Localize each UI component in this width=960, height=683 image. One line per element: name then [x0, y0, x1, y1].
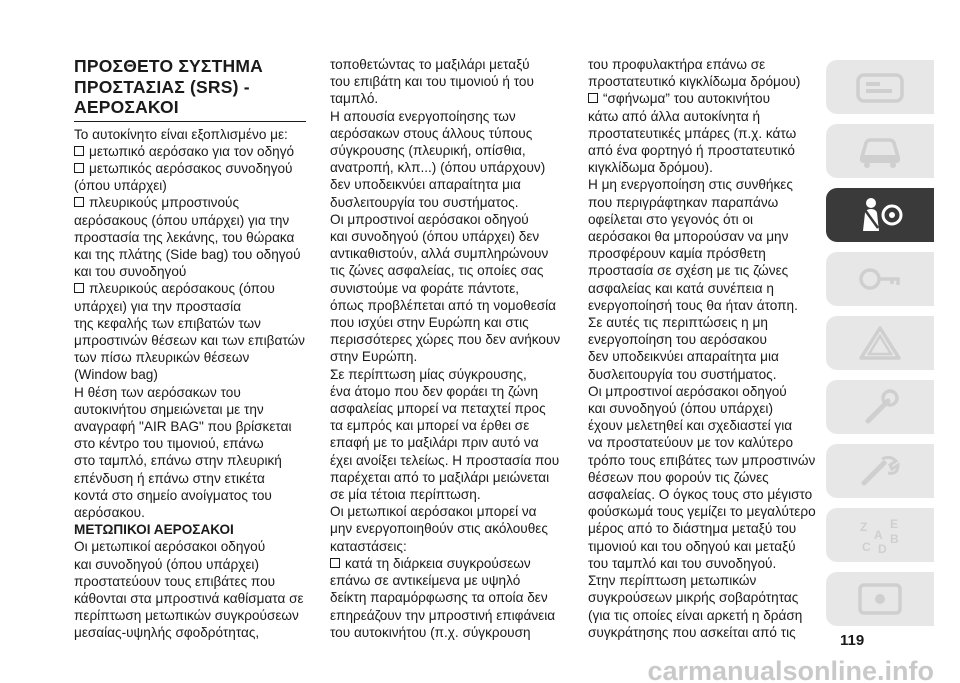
bullet-text: κιγκλίδωμα δρόμου). [588, 160, 713, 176]
letter-d: D [878, 542, 887, 555]
bullet-item-continuation [588, 125, 820, 142]
section-title-line: ΑΕΡΟΣΑΚΟΙ [74, 97, 179, 117]
bullet-item-continuation [588, 159, 820, 176]
text-line: αερόσακων στους άλλους τύπους [330, 125, 533, 141]
text-line: και συνοδηγού (όπου υπάρχει) [588, 401, 773, 417]
bullet-item-continuation [330, 572, 568, 589]
text-line: προστατεύουν τους επιβάτες που [74, 573, 276, 589]
text-line: ανατροπή, κλπ...) (όπου υπάρχουν) [330, 160, 546, 176]
section-title [74, 56, 306, 122]
tab-safety[interactable] [826, 188, 934, 242]
text-line: ασφαλείας και κατά συνέπεια η [588, 280, 774, 296]
letter-c: C [862, 540, 871, 554]
section-title-line: ΠΡΟΣΤΑΣΙΑΣ (SRS) - [74, 76, 250, 97]
text-line: Η θέση των αερόσακων του [74, 384, 241, 400]
text-line: μην ενεργοποιηθούν στις ακόλουθες [330, 521, 548, 537]
text-line: να προστατεύουν με τον καλύτερο [588, 435, 794, 451]
text-line: Οι μπροστινοί αερόσακοι οδηγού [330, 211, 529, 227]
text-line: συγκράτησης που ασκείται από τις [588, 624, 796, 640]
text-line: σύγκρουσης (πλευρική, οπίσθια, [330, 143, 526, 159]
text-column-2 [330, 56, 568, 641]
tab-servicing[interactable] [826, 380, 934, 434]
text-line: δυσλειτουργία του συστήματος. [588, 366, 777, 382]
watermark: carmanualsonline.info [0, 660, 960, 683]
letter-b: B [890, 532, 899, 546]
text-line: επένδυση ή επάνω στην ετικέτα [74, 470, 265, 486]
text-line: στο ταμπλό, επάνω στην πλευρική [74, 453, 282, 469]
checkbox-bullet-icon [74, 146, 84, 156]
tab-vehicle[interactable] [826, 124, 934, 178]
text-line: Στην περίπτωση μετωπικών [588, 573, 757, 589]
bullet-item-continuation [74, 332, 306, 349]
bullet-item [74, 194, 306, 211]
chapter-tabs-sidebar [826, 60, 934, 636]
tab-starting-driving[interactable] [826, 252, 934, 306]
text-line: συγκρούσεων μικρής σοβαρότητας [588, 590, 799, 606]
bullet-text: “σφήνωμα” του αυτοκινήτου [603, 91, 771, 107]
checkbox-bullet-icon [74, 163, 84, 173]
car-front-icon [854, 131, 906, 171]
bullet-text: πλευρικούς μπροστινούς [89, 195, 240, 211]
text-line: ασφαλείας. Ο όγκος τους στο μέγιστο [588, 487, 813, 503]
bullet-item-continuation [74, 315, 306, 332]
text-line: καταστάσεις: [330, 538, 407, 554]
tech-data-letters-icon [854, 515, 906, 555]
checkbox-bullet-icon [588, 93, 598, 103]
text-line: στην Ευρώπη. [330, 349, 418, 365]
tab-maintenance[interactable] [826, 444, 934, 498]
bullet-text: πλευρικούς αερόσακους (όπου [89, 281, 275, 297]
text-line: Η απουσία ενεργοποίησης των [330, 108, 516, 124]
section-title-line: ΠΡΟΣΘΕΤΟ ΣΥΣΤΗΜΑ [74, 56, 263, 76]
letter-e: E [890, 517, 899, 531]
bullet-text: αερόσακους (όπου υπάρχει) για την [74, 212, 290, 228]
bullet-item-continuation [74, 229, 306, 246]
bullet-item [330, 555, 568, 572]
bullet-text: μπροστινών θέσεων και των επιβατών [74, 332, 305, 348]
warning-triangle-icon [854, 323, 906, 363]
bullet-text: των πίσω πλευρικών θέσεων [74, 350, 250, 366]
bullet-text: μετωπικό αερόσακο για τον οδηγό [89, 143, 295, 159]
tab-emergency[interactable] [826, 316, 934, 370]
wrench-jack-icon [854, 387, 906, 427]
text-line: και συνοδηγού (όπου υπάρχει) [74, 556, 259, 572]
bullet-item-continuation [74, 212, 306, 229]
bullet-text: κατά τη διάρκεια συγκρούσεων [345, 555, 531, 571]
bullet-text: υπάρχει) για την προστασία [74, 298, 242, 314]
text-line: αυτοκινήτου σημειώνεται με την [74, 401, 264, 417]
text-line: Οι μπροστινοί αερόσακοι οδηγού [588, 383, 787, 399]
bullet-item [74, 280, 306, 297]
car-dashboard-icon [854, 67, 906, 107]
text-column-1 [74, 56, 306, 642]
bullet-item-continuation [330, 607, 568, 624]
text-line: οφείλεται στο γεγονός ότι οι [588, 211, 754, 227]
bullet-text: προστασία της λεκάνης, του θώρακα [74, 229, 295, 245]
text-line: αντικαθιστούν, αλλά συμπληρώνουν [330, 246, 549, 262]
text-line: στο κέντρο του τιμονιού, επάνω [74, 436, 264, 452]
text-line: προσφέρουν καμία πρόσθετη [588, 246, 766, 262]
text-line: τρόπο τους επιβάτες των μπροστινών [588, 452, 816, 468]
text-line: μεσαίας-υψηλής σφοδρότητας, [74, 625, 260, 641]
text-line: ενεργοποίησή τους θα ήταν άτοπη. [588, 297, 798, 313]
bullet-item-continuation [74, 298, 306, 315]
text-line: δεν υποδεικνύει απαραίτητα μια [330, 177, 521, 193]
text-line: περισσότερες χώρες που δεν ανήκουν [330, 332, 561, 348]
bullet-item-continuation [74, 177, 306, 194]
text-line: σε μία τέτοια περίπτωση. [330, 487, 481, 503]
text-line: τοποθετώντας το μαξιλάρι μεταξύ [330, 57, 530, 72]
text-line: του ταμπλό και του συνοδηγού. [588, 555, 777, 571]
text-line: Η μη ενεργοποίηση στις συνθήκες [588, 177, 793, 193]
key-start-icon [854, 259, 906, 299]
letter-z: Z [860, 520, 868, 534]
text-line: τις ζώνες ασφαλείας, τις οποίες σας [330, 263, 544, 279]
text-line: αερόσακου. [74, 504, 145, 520]
bullet-text: επηρεάζουν την μπροστινή επιφάνεια [330, 607, 556, 623]
text-line: ενεργοποίηση του αερόσακου [588, 332, 767, 348]
text-line: μέρος από το διάστημα μεταξύ του [588, 521, 797, 537]
checkbox-bullet-icon [74, 197, 84, 207]
text-line: θέσεων που φορούν τις ζώνες [588, 469, 769, 485]
tab-technical-data[interactable] [826, 508, 934, 562]
bullet-text: κάτω από άλλα αυτοκίνητα ή [588, 108, 761, 124]
bullet-text: της κεφαλής των επιβατών των [74, 315, 261, 331]
text-line: δεν υποδεικνύει απαραίτητα μια [588, 349, 779, 365]
intro-text: Το αυτοκίνητο είναι εξοπλισμένο με: [74, 126, 288, 142]
bullet-text: δείκτη παραμόρφωσης τα οποία δεν [330, 590, 548, 606]
maintenance-wrench-icon [854, 451, 906, 491]
bullet-item-continuation [330, 624, 568, 641]
text-line: κοντά στο σημείο ανοίγματος του [74, 487, 272, 503]
bullet-item [74, 143, 306, 160]
text-line: κάθονται στα μπροστινά καθίσματα σε [74, 590, 304, 606]
bullet-text: προστατευτικές μπάρες (π.χ. κάτω [588, 125, 797, 141]
bullet-item-continuation [588, 108, 820, 125]
bullet-item-continuation [588, 142, 820, 159]
bullet-text: (Window bag) [74, 367, 158, 383]
checkbox-bullet-icon [74, 283, 84, 293]
text-line: Οι μετωπικοί αερόσακοι οδηγού [74, 539, 266, 555]
bullet-text: και του συνοδηγού [74, 264, 187, 280]
tab-multimedia[interactable] [826, 572, 934, 626]
text-line: αναγραφή "AIR BAG" που βρίσκεται [74, 418, 292, 434]
text-line: έχει ανοίξει τελείως. Η προστασία που [330, 452, 560, 468]
text-line: περίπτωση μετωπικών συγκρούσεων [74, 608, 299, 624]
tab-dashboard[interactable] [826, 60, 934, 114]
text-line: Οι μετωπικοί αερόσακοι μπορεί να [330, 504, 537, 520]
text-line: τιμονιού και του οδηγού και μεταξύ [588, 538, 796, 554]
text-line: φούσκωμά τους γεμίζει το μεγαλύτερο [588, 504, 816, 520]
bullet-item-continuation [74, 366, 306, 383]
bullet-item [74, 160, 306, 177]
text-line: αερόσακοι θα μπορούσαν να μην [588, 229, 789, 245]
text-line: προστατευτικό κιγκλίδωμα δρόμου) [588, 74, 801, 90]
text-line: ένα άτομο που δεν φοράει τη ζώνη [330, 383, 539, 399]
text-line: και συνοδηγού (όπου υπάρχει) δεν [330, 229, 540, 245]
bullet-item-continuation [74, 263, 306, 280]
text-line: του προφυλακτήρα επάνω σε [588, 57, 766, 72]
text-line: προστασία σε σχέση με τις ζώνες [588, 263, 789, 279]
bullet-item-continuation [74, 246, 306, 263]
bullet-text: του αυτοκινήτου (π.χ. σύγκρουση [330, 624, 531, 640]
bullet-text: (όπου υπάρχει) [74, 178, 167, 194]
bullet-item-continuation [330, 589, 568, 606]
bullet-item [588, 90, 820, 107]
text-line: συνιστούμε να φοράτε πάντοτε, [330, 280, 520, 296]
bullet-text: επάνω σε αντικείμενα με υψηλό [330, 573, 521, 589]
page-number: 119 [840, 632, 865, 649]
text-line: που περιγράφτηκαν παραπάνω [588, 194, 779, 210]
letter-a: A [874, 528, 883, 542]
text-line: δυσλειτουργία του συστήματος. [330, 194, 519, 210]
bullet-text: και της πλάτης (Side bag) του οδηγού [74, 246, 301, 262]
bullet-text: από ένα φορτηγό ή προστατευτικό [588, 143, 795, 159]
text-line: ασφαλείας μπορεί να πεταχτεί προς [330, 401, 546, 417]
text-line: που ισχύει στην Ευρώπη και στις [330, 315, 529, 331]
text-column-3 [588, 56, 820, 641]
bullet-text: μετωπικός αερόσακος συνοδηγού [89, 160, 293, 176]
bullet-item-continuation [74, 349, 306, 366]
text-line: Σε περίπτωση μίας σύγκρουσης, [330, 366, 527, 382]
text-line: παρέχεται από το μαξιλάρι μειώνεται [330, 469, 550, 485]
text-line: έχουν μελετηθεί και σχεδιαστεί για [588, 418, 793, 434]
multimedia-icon [854, 579, 906, 619]
subheading: ΜΕΤΩΠΙΚΟΙ ΑΕΡΟΣΑΚΟΙ [74, 522, 234, 538]
text-line: ταμπλό. [330, 91, 379, 107]
text-line: τα εμπρός και μπορεί να έρθει σε [330, 418, 530, 434]
text-line: του επιβάτη και του τιμονιού ή του [330, 74, 534, 90]
checkbox-bullet-icon [330, 558, 340, 568]
text-line: (για τις οποίες είναι αρκετή η δράση [588, 607, 803, 623]
airbag-seatbelt-icon [854, 195, 906, 235]
text-line: επαφή με το μαξιλάρι πριν αυτό να [330, 435, 539, 451]
text-line: όπως προβλέπεται από τη νομοθεσία [330, 297, 557, 313]
text-line: Σε αυτές τις περιπτώσεις η μη [588, 315, 768, 331]
